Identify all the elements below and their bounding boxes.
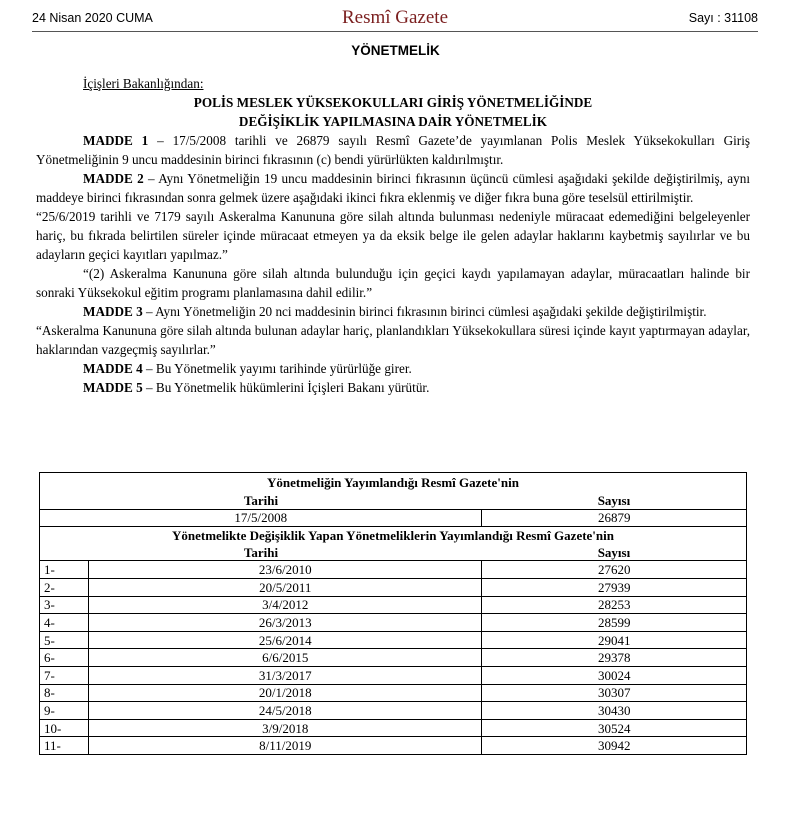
regulation-title-line-2: DEĞİŞİKLİK YAPILMASINA DAİR YÖNETMELİK (238, 114, 548, 129)
table-row (40, 561, 747, 579)
table-row (40, 684, 747, 702)
table-heading-original: Yönetmeliğin Yayımlandığı Resmî Gazete'nin (40, 473, 747, 493)
issue-date: 24 Nisan 2020 CUMA (32, 11, 153, 25)
article-5 (36, 378, 750, 397)
row-date: 8/11/2019 (89, 737, 482, 755)
row-date: 25/6/2014 (89, 631, 482, 649)
table-row (40, 702, 747, 720)
row-number: 27620 (482, 561, 747, 579)
article-2-text: – Aynı Yönetmeliğin 19 uncu maddesinin birinci fıkrasının üçüncü cümlesi aşağıdaki şekilde değiştirilmiş, aynı maddeye birinci fıkrasından sonra gelmek üzere aşağıdaki ikinci fıkra eklenmiş ve diğer fıkra buna göre teselsül ettirilmiştir. (36, 171, 750, 205)
row-index: 10- (40, 719, 89, 737)
table-row (40, 596, 747, 614)
table-heading-row (40, 473, 747, 493)
row-index: 8- (40, 684, 89, 702)
row-number: 29041 (482, 631, 747, 649)
col-header-date-2: Tarihi (40, 544, 482, 561)
issue-number: Sayı : 31108 (688, 11, 758, 25)
article-3-text: – Aynı Yönetmeliğin 20 nci maddesinin birinci fıkrasının birinci cümlesi aşağıdaki şekilde değiştirilmiştir. (142, 304, 707, 319)
col-header-date: Tarihi (40, 492, 482, 509)
header-divider (32, 31, 758, 32)
row-number: 29378 (482, 649, 747, 667)
row-index: 9- (40, 702, 89, 720)
row-number: 28599 (482, 614, 747, 632)
ministry-line (36, 74, 750, 93)
row-number: 27939 (482, 578, 747, 596)
original-date: 17/5/2008 (40, 509, 482, 527)
row-date: 26/3/2013 (89, 614, 482, 632)
table-heading-row-2 (40, 527, 747, 544)
row-index: 1- (40, 561, 89, 579)
article-2-quote-2: “(2) Askeralma Kanununa göre silah altında bulunduğu için geçici kaydı yapılamayan adaylar, müracaatları halinde bir sonraki Yüksekokul eğitim programı planlamasına dahil edilir.” (36, 266, 750, 300)
article-1-label: MADDE 1 (83, 133, 149, 148)
table-row (40, 649, 747, 667)
section-title: YÖNETMELİK (351, 43, 440, 58)
row-index: 4- (40, 614, 89, 632)
table-row (40, 578, 747, 596)
gazette-header (32, 6, 758, 32)
regulation-body (36, 74, 750, 397)
article-3-label: MADDE 3 (83, 304, 143, 319)
original-number: 26879 (482, 509, 747, 527)
table-col-header-row-2 (40, 544, 747, 561)
row-index: 2- (40, 578, 89, 596)
regulation-title-line-1: POLİS MESLEK YÜKSEKOKULLARI GİRİŞ YÖNETMELİĞİNDE (193, 95, 593, 110)
table-row (40, 719, 747, 737)
table-row (40, 614, 747, 632)
table-row (40, 666, 747, 684)
article-1-text: – 17/5/2008 tarihli ve 26879 sayılı Resmî Gazete’de yayımlanan Polis Meslek Yüksekokulları Giriş Yönetmeliğinin 9 uncu maddesinin birinci fıkrasının (c) bendi yürürlükten kaldırılmıştır. (36, 133, 750, 167)
table-row-original (40, 509, 747, 527)
ministry-name: İçişleri Bakanlığından: (83, 76, 204, 91)
row-date: 24/5/2018 (89, 702, 482, 720)
col-header-number-2: Sayısı (482, 544, 747, 561)
col-header-number: Sayısı (482, 492, 747, 509)
row-index: 11- (40, 737, 89, 755)
article-3 (36, 302, 750, 321)
row-index: 6- (40, 649, 89, 667)
article-4-text: – Bu Yönetmelik yayımı tarihinde yürürlüğe girer. (142, 361, 412, 376)
row-number: 30307 (482, 684, 747, 702)
row-index: 7- (40, 666, 89, 684)
row-number: 30942 (482, 737, 747, 755)
row-index: 3- (40, 596, 89, 614)
row-number: 30024 (482, 666, 747, 684)
row-date: 3/9/2018 (89, 719, 482, 737)
article-3-quote: “Askeralma Kanununa göre silah altında bulunan adaylar hariç, planlandıkları Yüksekokullara süresi içinde kayıt yaptırmayan adaylar, haklarından vazgeçmiş sayılırlar.” (36, 323, 750, 357)
row-index: 5- (40, 631, 89, 649)
article-5-text: – Bu Yönetmelik hükümlerini İçişleri Bakanı yürütür. (142, 380, 430, 395)
row-number: 30430 (482, 702, 747, 720)
row-date: 31/3/2017 (89, 666, 482, 684)
row-date: 20/1/2018 (89, 684, 482, 702)
article-4 (36, 359, 750, 378)
article-2-label: MADDE 2 (83, 171, 144, 186)
table-col-header-row (40, 492, 747, 509)
row-number: 28253 (482, 596, 747, 614)
table-row (40, 737, 747, 755)
row-number: 30524 (482, 719, 747, 737)
article-2-quote-1: “25/6/2019 tarihli ve 7179 sayılı Askeralma Kanununa göre silah altında bulunması nedeniyle müracaat edemediğini belgeleyenler hariç, bu fıkrada belirtilen süreler içinde müracaat etmeyen ya da eksik belge ile gelen adaylar haklarını kaybetmiş sayılırlar ve bu adayların geçici kayıtları yapılmaz.” (36, 209, 750, 262)
article-5-label: MADDE 5 (83, 380, 143, 395)
article-1 (36, 131, 750, 169)
row-date: 3/4/2012 (89, 596, 482, 614)
publication-history-table (39, 472, 747, 755)
table-row (40, 631, 747, 649)
gazette-title: Resmî Gazete (341, 7, 449, 28)
row-date: 23/6/2010 (89, 561, 482, 579)
row-date: 6/6/2015 (89, 649, 482, 667)
row-date: 20/5/2011 (89, 578, 482, 596)
table-heading-amendments: Yönetmelikte Değişiklik Yapan Yönetmeliklerin Yayımlandığı Resmî Gazete'nin (40, 527, 747, 544)
article-2 (36, 169, 750, 207)
article-4-label: MADDE 4 (83, 361, 143, 376)
